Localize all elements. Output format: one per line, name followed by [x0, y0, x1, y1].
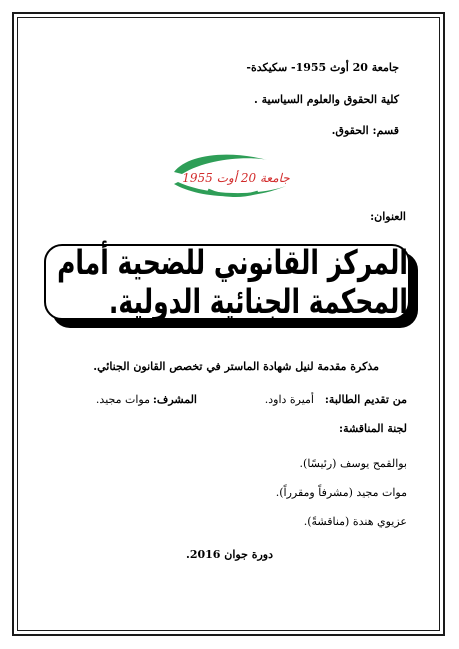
logo-text: جامعة 20 أوت 1955 — [182, 171, 290, 185]
committee-member — [276, 486, 407, 499]
committee-member — [300, 457, 407, 470]
university-logo — [168, 152, 294, 202]
session-date: دورة جوان 2016. — [185, 548, 274, 561]
supervisor-name: موات مجيد. — [95, 393, 150, 406]
thesis-title: المركز القانوني للضحية أمام المحكمة الجنائية الدولية. — [57, 242, 408, 322]
faculty-name: كلية الحقوق والعلوم السياسية . — [253, 93, 399, 106]
member-role: (رئيسًا). — [299, 457, 337, 470]
member-name: عزيوي هندة — [352, 515, 407, 528]
title-box — [44, 244, 410, 320]
student-label: من تقديم الطالبة: — [324, 393, 407, 406]
department-name: قسم: الحقوق. — [331, 124, 399, 137]
student-name: أميرة داود. — [264, 393, 314, 406]
thesis-subtitle: مذكرة مقدمة لنيل شهادة الماستر في تخصص القانون الجنائي. — [93, 360, 379, 373]
member-name: موات مجيد — [356, 486, 407, 499]
member-name: بوالقمح يوسف — [339, 457, 407, 470]
university-name: جامعة 20 أوث 1955- سكيكدة- — [246, 61, 399, 74]
member-role: (مناقشةً). — [303, 515, 350, 528]
supervisor-label: المشرف: — [152, 393, 197, 406]
title-label: العنوان: — [370, 210, 406, 223]
member-role: (مشرفاً ومقرراً). — [275, 486, 353, 499]
committee-label: لجنة المناقشة: — [339, 422, 407, 435]
committee-member — [304, 515, 407, 528]
